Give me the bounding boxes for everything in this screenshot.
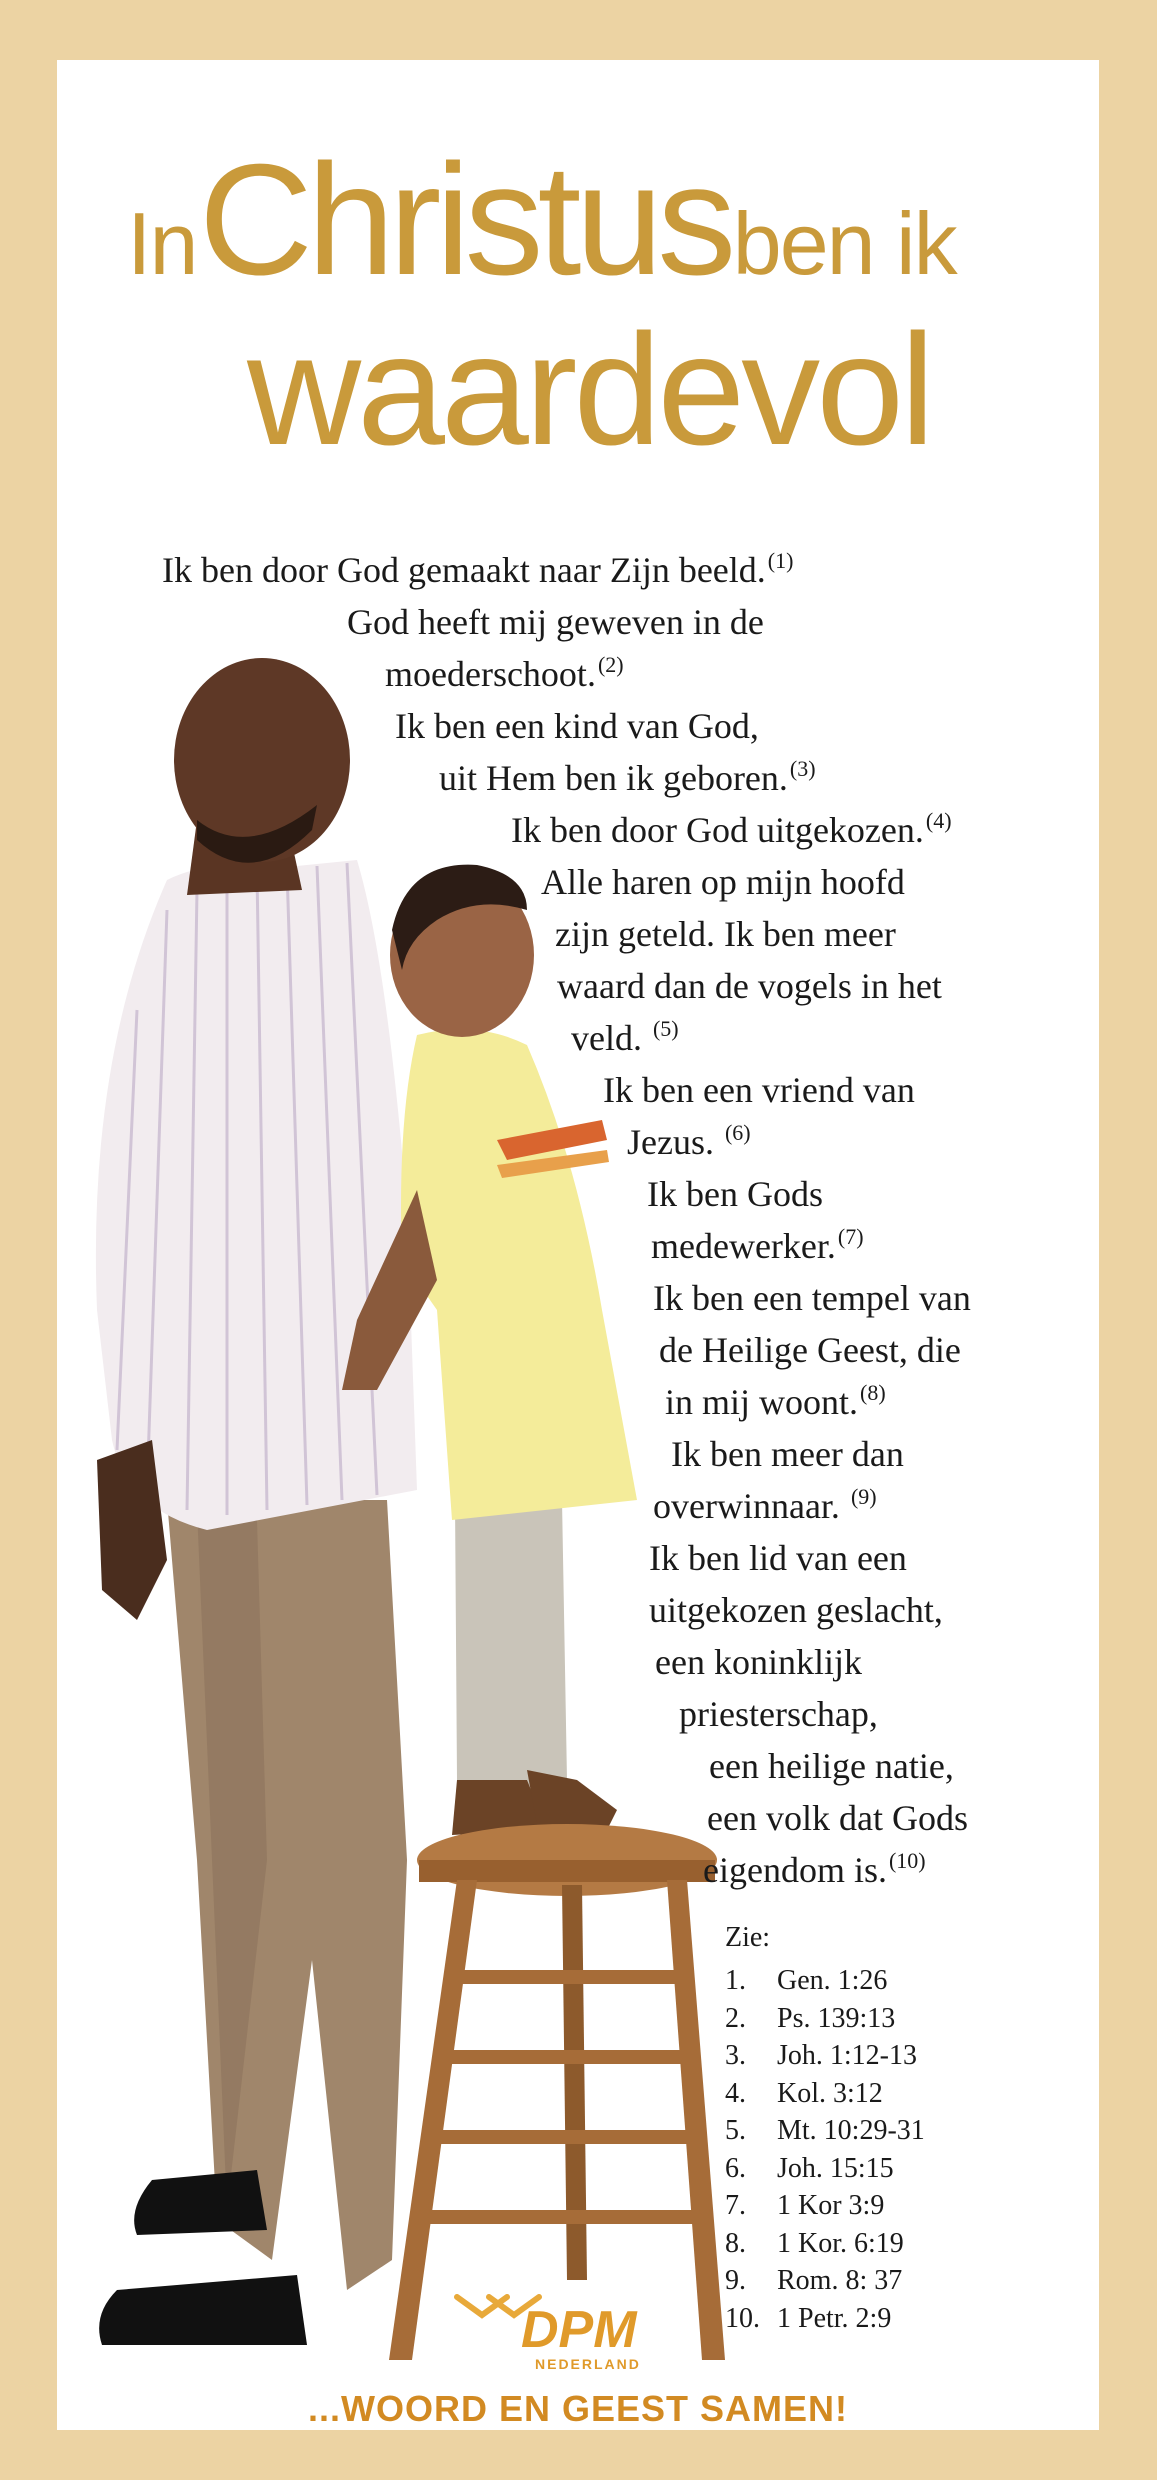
- poem-line: een heilige natie,: [709, 1746, 954, 1786]
- reference-item: 9. Rom. 8: 37: [725, 2265, 903, 2296]
- logo-name: DPM: [521, 2301, 637, 2359]
- poem-line: Alle haren op mijn hoofd: [541, 862, 905, 902]
- title-prefix: In: [127, 194, 197, 293]
- poem-line: veld. $^{(5)}$: [571, 1016, 679, 1058]
- reference-item: 6. Joh. 15:15: [725, 2152, 894, 2184]
- poster-card: [57, 60, 1099, 2430]
- reference-item: 5. Mt. 10:29-31: [725, 2115, 925, 2146]
- tagline: ...WOORD EN GEEST SAMEN!: [307, 2388, 849, 2429]
- poem-line: een koninklijk: [655, 1642, 862, 1682]
- reference-item: 1. Gen. 1:26: [725, 1965, 888, 1996]
- title-line-2: waardevol: [247, 302, 932, 478]
- poem-line: uitgekozen geslacht,: [649, 1590, 943, 1630]
- poem-line: Ik ben een kind van God,: [395, 706, 759, 746]
- reference-item: 4. Kol. 3:12: [725, 2077, 883, 2109]
- poem-line: een volk dat Gods: [707, 1798, 968, 1838]
- poem-line: Ik ben meer dan: [671, 1434, 904, 1474]
- reference-item: 8. 1 Kor. 6:19: [725, 2227, 904, 2259]
- reference-item: 3. Joh. 1:12-13: [725, 2040, 917, 2071]
- poem-line: uit Hem ben ik geboren.$^{(3)}$: [439, 756, 816, 798]
- title-suffix: ben ik: [732, 194, 956, 293]
- reference-item: 7. 1 Kor 3:9: [725, 2190, 885, 2221]
- title-line-1: [127, 130, 1099, 311]
- title-christus: Christus: [198, 132, 731, 308]
- poem-line: de Heilige Geest, die: [659, 1330, 961, 1370]
- poem-line: zijn geteld. Ik ben meer: [555, 914, 896, 954]
- poem-line: God heeft mij geweven in de: [347, 602, 764, 642]
- poem-line: medewerker.$^{(7)}$: [651, 1224, 864, 1266]
- poem-line: waard dan de vogels in het: [557, 966, 942, 1006]
- references-list: [725, 1962, 925, 2337]
- poem-line: overwinnaar. $^{(9)}$: [653, 1484, 877, 1526]
- scripture-references: [725, 1922, 925, 2337]
- poem-line: Ik ben Gods: [647, 1174, 823, 1214]
- poem-line: moederschoot.$^{(2)}$: [385, 652, 624, 694]
- poem-line: in mij woont.$^{(8)}$: [665, 1380, 886, 1422]
- poem-line: priesterschap,: [679, 1694, 878, 1734]
- dpm-logo: [437, 2275, 697, 2375]
- poem-line: Jezus. $^{(6)}$: [627, 1120, 751, 1162]
- reference-item: 2. Ps. 139:13: [725, 2002, 896, 2034]
- reference-item: 10. 1 Petr. 2:9: [725, 2302, 892, 2334]
- poem-line: Ik ben een tempel van: [653, 1278, 971, 1318]
- poem-line: Ik ben door God uitgekozen.$^{(4)}$: [511, 808, 952, 850]
- logo-subtitle: NEDERLAND: [535, 2356, 641, 2372]
- references-header: Zie:: [725, 1922, 771, 1953]
- poem-line: Ik ben door God gemaakt naar Zijn beeld.$^{(1)}$: [162, 548, 794, 590]
- poem-line: Ik ben een vriend van: [603, 1070, 915, 1110]
- poem-line: eigendom is.$^{(10)}$: [703, 1848, 926, 1890]
- poem-line: Ik ben lid van een: [649, 1538, 907, 1578]
